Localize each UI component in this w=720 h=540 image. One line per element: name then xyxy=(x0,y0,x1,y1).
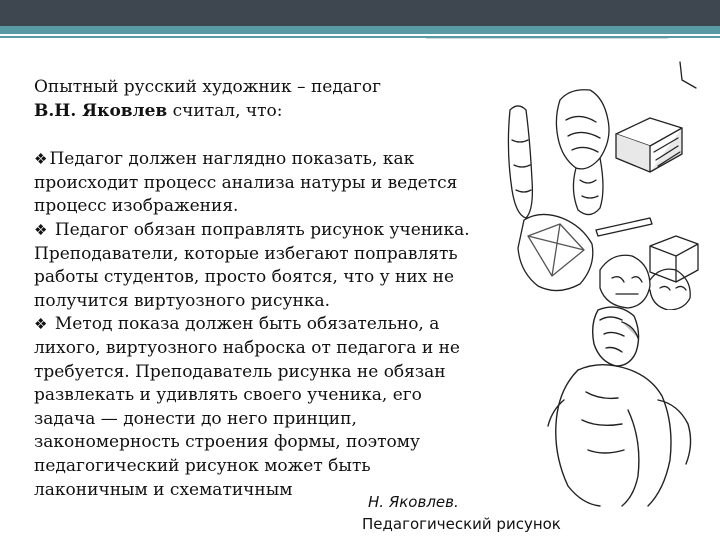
bullet-1-line-3: процесс изображения. xyxy=(34,196,239,217)
diamond-bullet-icon: ❖ xyxy=(34,150,48,169)
author-name: В.Н. Яковлев xyxy=(34,100,168,121)
bullet-2-line-4: получится виртуозного рисунка. xyxy=(34,290,331,311)
bullet-1-line-1: ❖ Педагог должен наглядно показать, как xyxy=(34,149,415,170)
bullet-3-line-3: требуется. Преподаватель рисунка не обязан xyxy=(34,361,446,382)
intro-line-2 xyxy=(34,100,504,124)
bullet-3-line-4: развлекать и удивлять своего ученика, его xyxy=(34,385,422,406)
bullet-2-line-3: работы студентов, просто боятся, что у них не xyxy=(34,267,455,288)
diamond-bullet-icon: ❖ xyxy=(34,220,48,239)
intro-line-1: Опытный русский художник – педагог xyxy=(34,77,381,97)
bullet-3-line-2: лихого, виртуозного наброска от педагога и не xyxy=(34,337,460,358)
accent-band xyxy=(0,26,720,34)
bullet-3-line-5: задача — донести до него принцип, xyxy=(34,408,357,429)
bullet-2-line-2: Преподаватели, которые избегают поправлять xyxy=(34,243,458,264)
intro-line-2-rest: считал, что: xyxy=(167,100,283,121)
hand-sketch-image xyxy=(500,40,720,310)
bullet-2-line-1: ❖ Педагог обязан поправлять рисунок ученика. xyxy=(34,219,470,240)
bullet-3-line-1: ❖ Метод показа должен быть обязательно, а xyxy=(34,314,440,335)
slide-text xyxy=(34,76,504,502)
figure-sketch-image xyxy=(538,300,720,512)
diamond-bullet-icon: ❖ xyxy=(34,315,48,334)
caption-author: Н. Яковлев. xyxy=(368,493,459,511)
header-bar xyxy=(0,0,720,26)
caption-title: Педагогический рисунок xyxy=(362,515,561,533)
bullet-3-line-6: закономерность строения формы, поэтому xyxy=(34,432,420,453)
bullet-1-line-2: происходит процесс анализа натуры и ведется xyxy=(34,172,458,193)
bullet-3-line-7: педагогический рисунок может быть xyxy=(34,455,371,476)
bullet-3-line-8: лаконичным и схематичным xyxy=(34,479,293,500)
